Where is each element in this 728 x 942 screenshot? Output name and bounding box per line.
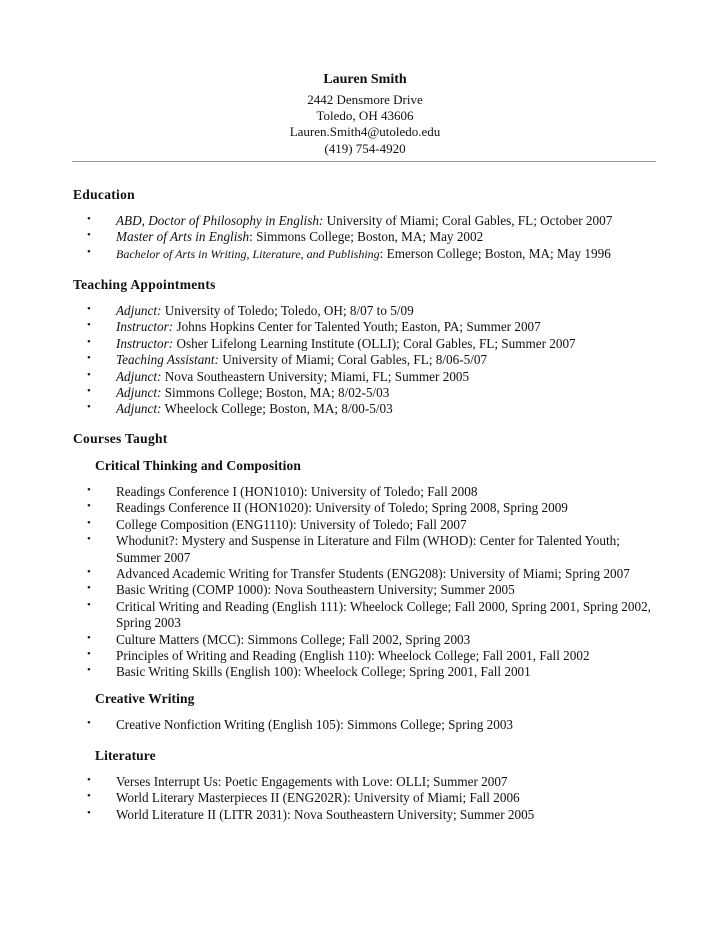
bullet-icon: • [87,648,91,661]
address-line-2: Toledo, OH 43606 [316,108,414,123]
education-list [0,213,728,262]
course-entry: Whodunit?: Mystery and Suspense in Literature and Film (WHOD): Center for Talented Youth; Summer 2007 [116,533,620,565]
role-detail: University of Miami; Coral Gables, FL; 8/06-5/07 [218,352,488,368]
list-item [0,213,664,229]
bullet-icon: • [87,385,91,398]
section-heading-courses: Courses Taught [73,431,168,446]
role-label: Adjunct: [116,385,162,401]
role-detail: Johns Hopkins Center for Talented Youth; Easton, PA; Summer 2007 [173,319,541,335]
bullet-icon: • [87,631,91,644]
role-detail: Simmons College; Boston, MA; 8/02-5/03 [161,385,390,401]
course-entry: Principles of Writing and Reading (English 110): Wheelock College; Fall 2001, Fall 2002 [116,648,590,664]
degree-detail: University of Miami; Coral Gables, FL; October 2007 [323,213,613,228]
bullet-icon: • [87,303,91,315]
creative-writing-course-list [0,717,728,733]
list-item [0,632,664,648]
degree-detail: : Simmons College; Boston, MA; May 2002 [249,229,484,245]
email-address[interactable]: Lauren.Smith4@utoledo.edu [289,124,441,139]
bullet-icon: • [87,500,91,513]
list-item [0,401,664,417]
bullet-icon: • [87,484,91,496]
course-entry: Basic Writing Skills (English 100): Wheelock College; Spring 2001, Fall 2001 [116,664,531,680]
section-heading-education: Education [73,187,135,202]
bullet-icon: • [87,664,91,677]
subheading-critical-thinking: Critical Thinking and Composition [95,458,301,473]
role-label: Adjunct: [116,368,162,384]
role-label: Adjunct: [116,303,162,318]
list-item [0,566,664,582]
bullet-icon: • [87,319,91,332]
course-entry: Advanced Academic Writing for Transfer Students (ENG208): University of Miami; Spring 2007 [116,566,630,582]
bullet-icon: • [87,401,91,414]
list-item [0,303,664,319]
literature-course-list [0,774,728,823]
role-detail: Nova Southeastern University; Miami, FL; Summer 2005 [161,368,470,384]
phone-number: (419) 754-4920 [324,141,406,156]
bullet-icon: • [87,774,91,786]
role-label: Instructor: [116,335,174,351]
list-item [0,484,664,500]
list-item [0,229,664,245]
role-label: Teaching Assistant: [116,352,219,368]
address-line-1: 2442 Densmore Drive [307,92,423,107]
list-item [0,319,664,335]
list-item [0,500,664,516]
course-entry: Critical Writing and Reading (English 111): Wheelock College; Fall 2000, Spring 2001, Spring 2002, Spring 2003 [116,598,651,631]
role-detail: Wheelock College; Boston, MA; 8/00-5/03 [161,401,393,417]
list-item [0,599,664,632]
list-item [0,352,664,368]
course-entry: Creative Nonfiction Writing (English 105): Simmons College; Spring 2003 [116,717,514,732]
list-item [0,774,664,790]
list-item [0,807,664,823]
degree-detail: : Emerson College; Boston, MA; May 1996 [379,245,611,261]
candidate-name: Lauren Smith [323,72,407,87]
critical-thinking-course-list [0,484,728,681]
header-divider [72,161,656,162]
list-item [0,369,664,385]
degree-label: Bachelor of Arts in Writing, Literature, and Publishing [116,246,380,261]
list-item [0,664,664,680]
course-entry: Readings Conference II (HON1020): University of Toledo; Spring 2008, Spring 2009 [116,500,568,516]
course-entry: College Composition (ENG1110): University of Toledo; Fall 2007 [116,516,467,532]
course-entry: Verses Interrupt Us: Poetic Engagements with Love: OLLI; Summer 2007 [116,774,508,789]
bullet-icon: • [87,806,91,819]
role-detail: University of Toledo; Toledo, OH; 8/07 to 5/09 [161,303,414,318]
bullet-icon: • [87,368,91,381]
bullet-icon: • [87,566,91,579]
bullet-icon: • [87,352,91,365]
list-item [0,385,664,401]
section-heading-teaching: Teaching Appointments [73,277,216,292]
teaching-list [0,303,728,418]
course-entry: Culture Matters (MCC): Simmons College; Fall 2002, Spring 2003 [116,631,471,647]
course-entry: Basic Writing (COMP 1000): Nova Southeastern University; Summer 2005 [116,582,515,598]
bullet-icon: • [87,516,91,529]
bullet-icon: • [87,717,91,729]
list-item [0,246,664,262]
list-item [0,717,664,733]
course-entry: World Literary Masterpieces II (ENG202R): University of Miami; Fall 2006 [116,790,520,806]
role-label: Adjunct: [116,401,162,417]
list-item [0,648,664,664]
bullet-icon: • [87,245,91,258]
bullet-icon: • [87,229,91,242]
role-detail: Osher Lifelong Learning Institute (OLLI); Coral Gables, FL; Summer 2007 [173,335,576,351]
list-item [0,517,664,533]
subheading-literature: Literature [95,748,156,763]
bullet-icon: • [87,598,91,611]
list-item [0,790,664,806]
bullet-icon: • [87,213,91,225]
degree-label: Master of Arts in English [116,229,250,245]
course-entry: World Literature II (LITR 2031): Nova Southeastern University; Summer 2005 [116,806,535,822]
list-item [0,582,664,598]
subheading-creative-writing: Creative Writing [95,691,195,706]
bullet-icon: • [87,533,91,546]
bullet-icon: • [87,790,91,803]
list-item [0,336,664,352]
bullet-icon: • [87,582,91,595]
list-item [0,533,664,566]
degree-label: ABD, Doctor of Philosophy in English: [116,213,324,228]
bullet-icon: • [87,335,91,348]
role-label: Instructor: [116,319,174,335]
course-entry: Readings Conference I (HON1010): University of Toledo; Fall 2008 [116,484,478,499]
